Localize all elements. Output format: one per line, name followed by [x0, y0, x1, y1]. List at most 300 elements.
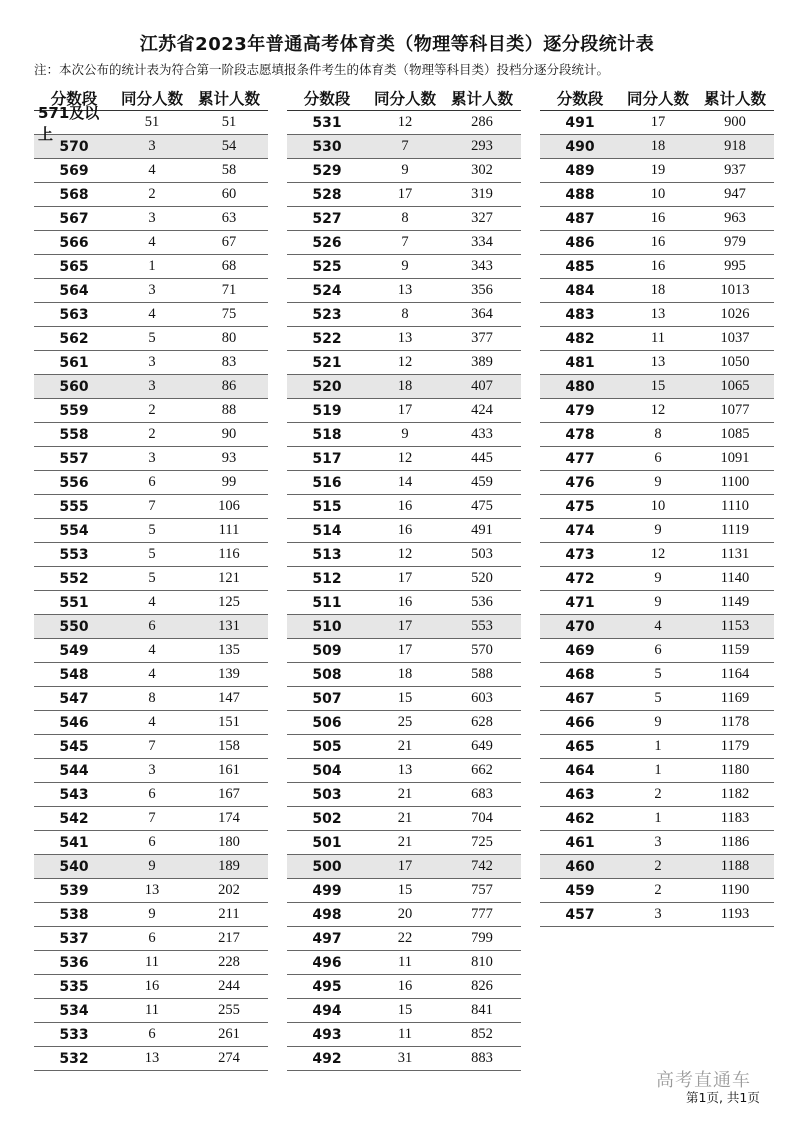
- score-cell: 509: [312, 642, 342, 659]
- score-cell: 480: [565, 378, 595, 395]
- table-row: [34, 375, 268, 399]
- table-row: [540, 495, 774, 519]
- same-score-count-cell: 6: [654, 642, 662, 658]
- cumulative-count-cell: 491: [471, 522, 493, 538]
- score-cell: 466: [565, 714, 595, 731]
- cumulative-count-cell: 1131: [720, 546, 750, 562]
- same-score-count-cell: 3: [148, 762, 156, 778]
- cumulative-count-cell: 852: [471, 1026, 493, 1042]
- same-score-count-cell: 13: [397, 762, 413, 778]
- score-cell: 532: [59, 1050, 89, 1067]
- cumulative-count-cell: 75: [221, 306, 237, 322]
- score-cell: 555: [59, 498, 89, 515]
- cumulative-count-cell: 180: [218, 834, 240, 850]
- table-row: [287, 591, 521, 615]
- table-row: [287, 807, 521, 831]
- same-score-count-cell: 17: [397, 858, 413, 874]
- table-row: [34, 903, 268, 927]
- score-cell: 558: [59, 426, 89, 443]
- cumulative-count-cell: 121: [218, 570, 240, 586]
- score-cell: 465: [565, 738, 595, 755]
- same-score-count-cell: 3: [148, 450, 156, 466]
- same-score-count-cell: 3: [148, 354, 156, 370]
- score-cell: 545: [59, 738, 89, 755]
- score-cell: 552: [59, 570, 89, 587]
- cumulative-count-cell: 274: [218, 1050, 240, 1066]
- table-row: [287, 135, 521, 159]
- table-row: [34, 831, 268, 855]
- same-score-count-cell: 13: [397, 330, 413, 346]
- table-header: [540, 86, 774, 111]
- same-score-count-cell: 4: [654, 618, 662, 634]
- cumulative-count-cell: 1193: [720, 906, 750, 922]
- cumulative-count-cell: 1119: [721, 522, 749, 538]
- cumulative-count-cell: 147: [218, 690, 240, 706]
- score-cell: 557: [59, 450, 89, 467]
- score-cell: 531: [312, 114, 342, 131]
- score-cell: 548: [59, 666, 89, 683]
- cumulative-count-cell: 1091: [720, 450, 750, 466]
- table-row: [34, 663, 268, 687]
- cumulative-count-cell: 334: [471, 234, 493, 250]
- cumulative-count-cell: 570: [471, 642, 493, 658]
- table-row: [34, 711, 268, 735]
- same-score-count-cell: 21: [397, 810, 413, 826]
- same-score-count-cell: 7: [401, 138, 409, 154]
- cumulative-count-cell: 742: [471, 858, 493, 874]
- same-score-count-cell: 17: [397, 618, 413, 634]
- cumulative-count-cell: 1037: [720, 330, 750, 346]
- table-row: [34, 999, 268, 1023]
- table-column-1: [34, 86, 268, 1071]
- cumulative-count-cell: 883: [471, 1050, 493, 1066]
- same-score-count-cell: 11: [651, 330, 665, 346]
- score-cell: 553: [59, 546, 89, 563]
- table-row: [34, 927, 268, 951]
- score-cell: 515: [312, 498, 342, 515]
- same-score-count-cell: 6: [148, 618, 156, 634]
- score-cell: 470: [565, 618, 595, 635]
- cumulative-count-cell: 86: [221, 378, 237, 394]
- page-footer: 第1页, 共1页: [686, 1090, 760, 1105]
- table-row: [287, 711, 521, 735]
- cumulative-count-cell: 202: [218, 882, 240, 898]
- cumulative-count-cell: 1077: [720, 402, 750, 418]
- table-row: [540, 855, 774, 879]
- table-row: [540, 735, 774, 759]
- same-score-count-cell: 1: [654, 810, 662, 826]
- cumulative-count-cell: 364: [471, 306, 493, 322]
- cumulative-count-cell: 167: [218, 786, 240, 802]
- table-row: [540, 303, 774, 327]
- same-score-count-cell: 7: [148, 498, 156, 514]
- cumulative-count-cell: 60: [221, 186, 237, 202]
- same-score-count-cell: 15: [397, 690, 413, 706]
- cumulative-count-cell: 553: [471, 618, 493, 634]
- same-score-count-cell: 16: [650, 210, 666, 226]
- table-row: [34, 879, 268, 903]
- table-column-2: [287, 86, 521, 1071]
- same-score-count-cell: 4: [148, 642, 156, 658]
- cumulative-count-cell: 58: [221, 162, 237, 178]
- table-row: [34, 855, 268, 879]
- header-cumulative-count: 累计人数: [197, 90, 260, 108]
- same-score-count-cell: 16: [397, 594, 413, 610]
- same-score-count-cell: 9: [654, 474, 662, 490]
- cumulative-count-cell: 228: [218, 954, 240, 970]
- score-cell: 460: [565, 858, 595, 875]
- cumulative-count-cell: 327: [471, 210, 493, 226]
- table-row: [287, 495, 521, 519]
- header-score: 分数段: [50, 90, 98, 108]
- score-cell: 529: [312, 162, 342, 179]
- same-score-count-cell: 10: [650, 498, 666, 514]
- table-row: [287, 279, 521, 303]
- same-score-count-cell: 16: [397, 498, 413, 514]
- cumulative-count-cell: 799: [471, 930, 493, 946]
- same-score-count-cell: 12: [397, 546, 413, 562]
- cumulative-count-cell: 628: [471, 714, 493, 730]
- same-score-count-cell: 2: [148, 186, 156, 202]
- same-score-count-cell: 2: [654, 882, 662, 898]
- cumulative-count-cell: 433: [471, 426, 493, 442]
- score-cell: 541: [59, 834, 89, 851]
- table-row: [287, 879, 521, 903]
- cumulative-count-cell: 1159: [720, 642, 750, 658]
- table-row: [287, 903, 521, 927]
- same-score-count-cell: 13: [144, 1050, 160, 1066]
- table-row: [34, 471, 268, 495]
- table-row: [540, 375, 774, 399]
- score-cell: 471: [565, 594, 595, 611]
- table-row: [287, 255, 521, 279]
- same-score-count-cell: 51: [144, 114, 160, 130]
- same-score-count-cell: 6: [148, 1026, 156, 1042]
- cumulative-count-cell: 343: [471, 258, 493, 274]
- same-score-count-cell: 13: [144, 882, 160, 898]
- table-row: [540, 159, 774, 183]
- cumulative-count-cell: 445: [471, 450, 493, 466]
- same-score-count-cell: 9: [148, 858, 156, 874]
- score-cell: 526: [312, 234, 342, 251]
- score-cell: 571及以上: [38, 103, 100, 143]
- same-score-count-cell: 5: [148, 330, 156, 346]
- table-row: [34, 303, 268, 327]
- table-row: [287, 543, 521, 567]
- score-cell: 536: [59, 954, 89, 971]
- table-row: [287, 423, 521, 447]
- table-row: [34, 783, 268, 807]
- cumulative-count-cell: 116: [218, 546, 240, 562]
- cumulative-count-cell: 174: [218, 810, 240, 826]
- page-title: 江苏省2023年普通高考体育类（物理等科目类）逐分段统计表: [139, 34, 655, 55]
- cumulative-count-cell: 1013: [720, 282, 750, 298]
- same-score-count-cell: 11: [398, 1026, 412, 1042]
- table-row: [34, 567, 268, 591]
- score-cell: 498: [312, 906, 342, 923]
- score-cell: 528: [312, 186, 342, 203]
- table-row: [34, 207, 268, 231]
- same-score-count-cell: 8: [654, 426, 662, 442]
- table-row: [287, 687, 521, 711]
- score-cell: 570: [59, 138, 89, 155]
- table-header: [287, 86, 521, 111]
- score-cell: 490: [565, 138, 595, 155]
- table-row: [287, 567, 521, 591]
- cumulative-count-cell: 139: [218, 666, 240, 682]
- same-score-count-cell: 12: [650, 402, 666, 418]
- same-score-count-cell: 14: [397, 474, 413, 490]
- table-row: [34, 159, 268, 183]
- table-row: [34, 495, 268, 519]
- score-cell: 484: [565, 282, 595, 299]
- table-row: [34, 103, 268, 143]
- same-score-count-cell: 18: [650, 138, 666, 154]
- table-row: [287, 927, 521, 951]
- score-cell: 505: [312, 738, 342, 755]
- cumulative-count-cell: 536: [471, 594, 493, 610]
- cumulative-count-cell: 111: [218, 522, 240, 538]
- same-score-count-cell: 8: [401, 306, 409, 322]
- cumulative-count-cell: 90: [221, 426, 237, 442]
- cumulative-count-cell: 71: [221, 282, 237, 298]
- cumulative-count-cell: 217: [218, 930, 240, 946]
- score-cell: 535: [59, 978, 89, 995]
- same-score-count-cell: 22: [397, 930, 413, 946]
- score-cell: 494: [312, 1002, 342, 1019]
- cumulative-count-cell: 475: [471, 498, 493, 514]
- same-score-count-cell: 9: [148, 906, 156, 922]
- table-row: [34, 1047, 268, 1071]
- score-cell: 556: [59, 474, 89, 491]
- score-cell: 560: [59, 378, 89, 395]
- score-cell: 493: [312, 1026, 342, 1043]
- same-score-count-cell: 13: [650, 354, 666, 370]
- same-score-count-cell: 11: [398, 954, 412, 970]
- table-column-3: [540, 86, 774, 927]
- cumulative-count-cell: 1026: [720, 306, 750, 322]
- cumulative-count-cell: 83: [221, 354, 237, 370]
- table-row: [287, 639, 521, 663]
- cumulative-count-cell: 293: [471, 138, 493, 154]
- table-row: [540, 639, 774, 663]
- score-cell: 507: [312, 690, 342, 707]
- table-row: [287, 663, 521, 687]
- score-cell: 510: [312, 618, 342, 635]
- score-cell: 500: [312, 858, 342, 875]
- cumulative-count-cell: 158: [218, 738, 240, 754]
- same-score-count-cell: 1: [654, 738, 662, 754]
- score-cell: 549: [59, 642, 89, 659]
- same-score-count-cell: 21: [397, 738, 413, 754]
- score-cell: 568: [59, 186, 89, 203]
- cumulative-count-cell: 841: [471, 1002, 493, 1018]
- table-row: [287, 783, 521, 807]
- score-cell: 544: [59, 762, 89, 779]
- score-cell: 476: [565, 474, 595, 491]
- score-cell: 464: [565, 762, 595, 779]
- same-score-count-cell: 6: [654, 450, 662, 466]
- table-row: [287, 1047, 521, 1071]
- score-cell: 483: [565, 306, 595, 323]
- score-cell: 521: [312, 354, 342, 371]
- same-score-count-cell: 6: [148, 786, 156, 802]
- same-score-count-cell: 2: [148, 402, 156, 418]
- cumulative-count-cell: 106: [218, 498, 240, 514]
- same-score-count-cell: 12: [397, 114, 413, 130]
- score-cell: 523: [312, 306, 342, 323]
- table-row: [540, 279, 774, 303]
- watermark: 高考直通车: [656, 1070, 751, 1091]
- cumulative-count-cell: 211: [218, 906, 240, 922]
- table-row: [287, 1023, 521, 1047]
- score-cell: 564: [59, 282, 89, 299]
- cumulative-count-cell: 377: [471, 330, 493, 346]
- score-cell: 518: [312, 426, 342, 443]
- score-cell: 488: [565, 186, 595, 203]
- score-cell: 546: [59, 714, 89, 731]
- score-cell: 478: [565, 426, 595, 443]
- cumulative-count-cell: 995: [724, 258, 746, 274]
- header-cumulative-count: 累计人数: [703, 90, 766, 108]
- cumulative-count-cell: 937: [724, 162, 746, 178]
- same-score-count-cell: 9: [401, 426, 409, 442]
- same-score-count-cell: 7: [148, 810, 156, 826]
- score-cell: 513: [312, 546, 342, 563]
- table-row: [540, 135, 774, 159]
- table-row: [540, 615, 774, 639]
- table-row: [287, 759, 521, 783]
- score-cell: 501: [312, 834, 342, 851]
- cumulative-count-cell: 520: [471, 570, 493, 586]
- table-row: [34, 519, 268, 543]
- table-row: [287, 303, 521, 327]
- same-score-count-cell: 9: [654, 714, 662, 730]
- table-row: [34, 615, 268, 639]
- same-score-count-cell: 3: [148, 138, 156, 154]
- score-cell: 486: [565, 234, 595, 251]
- table-row: [540, 879, 774, 903]
- same-score-count-cell: 5: [654, 666, 662, 682]
- table-row: [34, 255, 268, 279]
- table-row: [34, 543, 268, 567]
- header-cumulative-count: 累计人数: [450, 90, 513, 108]
- score-cell: 511: [312, 594, 342, 611]
- same-score-count-cell: 9: [401, 258, 409, 274]
- table-row: [287, 399, 521, 423]
- cumulative-count-cell: 131: [218, 618, 240, 634]
- score-cell: 472: [565, 570, 595, 587]
- cumulative-count-cell: 662: [471, 762, 493, 778]
- same-score-count-cell: 15: [397, 882, 413, 898]
- cumulative-count-cell: 135: [218, 642, 240, 658]
- score-cell: 569: [59, 162, 89, 179]
- same-score-count-cell: 6: [148, 474, 156, 490]
- table-row: [34, 975, 268, 999]
- table-row: [34, 759, 268, 783]
- same-score-count-cell: 3: [148, 282, 156, 298]
- score-cell: 567: [59, 210, 89, 227]
- same-score-count-cell: 2: [654, 858, 662, 874]
- same-score-count-cell: 9: [654, 522, 662, 538]
- header-same-score-count: 同分人数: [373, 90, 436, 108]
- table-row: [287, 111, 521, 135]
- same-score-count-cell: 4: [148, 234, 156, 250]
- cumulative-count-cell: 1179: [720, 738, 750, 754]
- score-cell: 497: [312, 930, 342, 947]
- score-cell: 551: [59, 594, 89, 611]
- same-score-count-cell: 3: [654, 906, 662, 922]
- same-score-count-cell: 11: [145, 954, 159, 970]
- table-row: [34, 951, 268, 975]
- cumulative-count-cell: 979: [724, 234, 746, 250]
- cumulative-count-cell: 51: [221, 114, 237, 130]
- same-score-count-cell: 8: [148, 690, 156, 706]
- table-row: [287, 471, 521, 495]
- same-score-count-cell: 4: [148, 306, 156, 322]
- table-row: [287, 831, 521, 855]
- table-row: [540, 567, 774, 591]
- score-cell: 463: [565, 786, 595, 803]
- score-cell: 543: [59, 786, 89, 803]
- cumulative-count-cell: 1140: [720, 570, 750, 586]
- cumulative-count-cell: 125: [218, 594, 240, 610]
- same-score-count-cell: 11: [145, 1002, 159, 1018]
- same-score-count-cell: 17: [397, 570, 413, 586]
- cumulative-count-cell: 151: [218, 714, 240, 730]
- cumulative-count-cell: 255: [218, 1002, 240, 1018]
- table-row: [540, 807, 774, 831]
- cumulative-count-cell: 588: [471, 666, 493, 682]
- same-score-count-cell: 21: [397, 834, 413, 850]
- table-row: [540, 207, 774, 231]
- cumulative-count-cell: 1190: [720, 882, 750, 898]
- cumulative-count-cell: 161: [218, 762, 240, 778]
- score-cell: 530: [312, 138, 342, 155]
- table-row: [34, 135, 268, 159]
- same-score-count-cell: 5: [654, 690, 662, 706]
- same-score-count-cell: 4: [148, 594, 156, 610]
- table-row: [540, 327, 774, 351]
- table-row: [540, 471, 774, 495]
- cumulative-count-cell: 810: [471, 954, 493, 970]
- table-row: [540, 183, 774, 207]
- table-row: [287, 327, 521, 351]
- same-score-count-cell: 17: [397, 186, 413, 202]
- score-cell: 534: [59, 1002, 89, 1019]
- table-row: [540, 663, 774, 687]
- cumulative-count-cell: 1050: [720, 354, 750, 370]
- table-row: [287, 975, 521, 999]
- table-row: [287, 231, 521, 255]
- score-cell: 492: [312, 1050, 342, 1067]
- score-cell: 566: [59, 234, 89, 251]
- table-row: [34, 183, 268, 207]
- same-score-count-cell: 5: [148, 570, 156, 586]
- cumulative-count-cell: 1164: [720, 666, 750, 682]
- table-row: [540, 255, 774, 279]
- cumulative-count-cell: 947: [724, 186, 746, 202]
- score-cell: 502: [312, 810, 342, 827]
- cumulative-count-cell: 918: [724, 138, 746, 154]
- table-row: [34, 423, 268, 447]
- cumulative-count-cell: 459: [471, 474, 493, 490]
- score-cell: 481: [565, 354, 595, 371]
- same-score-count-cell: 5: [148, 522, 156, 538]
- table-row: [34, 639, 268, 663]
- cumulative-count-cell: 777: [471, 906, 493, 922]
- score-cell: 467: [565, 690, 595, 707]
